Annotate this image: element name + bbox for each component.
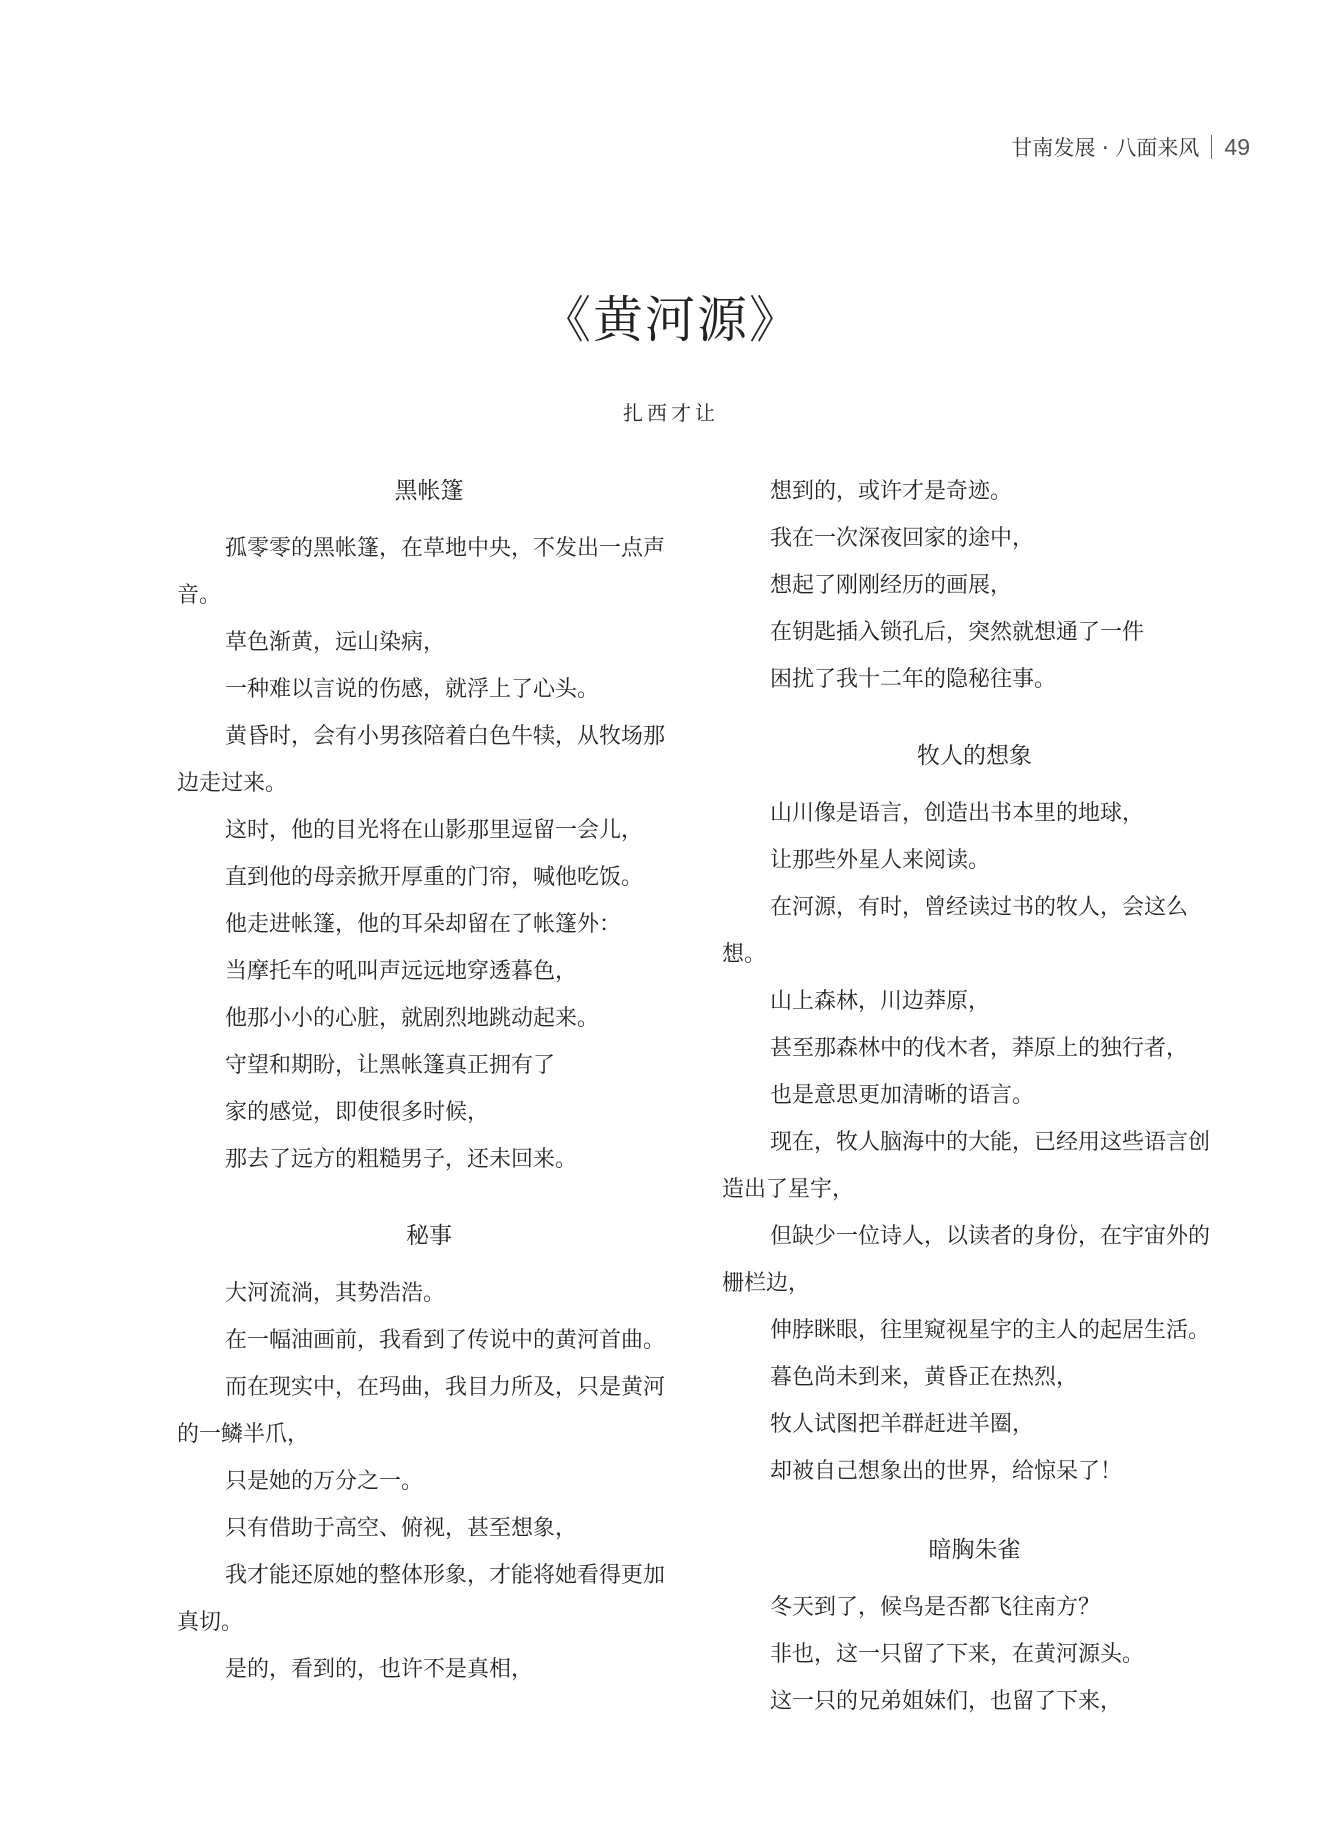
poem-line: 也是意思更加清晰的语言。	[770, 1083, 1035, 1108]
poem-line: 那去了远方的粗糙男子，还未回来。	[225, 1147, 578, 1172]
poem-line: 牧人试图把羊群赶进羊圈，	[770, 1412, 1035, 1437]
poem-line: 草色渐黄，远山染病，	[225, 630, 446, 655]
poem-line: 只有借助于高空、俯视，甚至想象，	[225, 1516, 578, 1541]
section-heading: 黑帐篷	[394, 478, 464, 504]
poem-line: 家的感觉，即使很多时候，	[225, 1100, 490, 1125]
poem-line: 我才能还原她的整体形象，才能将她看得更加真切。	[177, 1563, 666, 1635]
article-title: 《黄河源》	[541, 291, 801, 349]
poem-line: 是的，看到的，也许不是真相，	[225, 1657, 534, 1682]
section-heading: 牧人的想象	[917, 743, 1032, 769]
poem-line: 只是她的万分之一。	[225, 1469, 424, 1494]
poem-line: 现在，牧人脑海中的大能，已经用这些语言创造出了星宇，	[722, 1130, 1211, 1202]
poem-line: 他那小小的心脏，就剧烈地跳动起来。	[225, 1006, 600, 1031]
poem-line: 想起了刚刚经历的画展，	[770, 573, 1013, 598]
poem-line: 伸脖眯眼，往里窥视星宇的主人的起居生活。	[770, 1318, 1211, 1343]
poem-line: 黄昏时，会有小男孩陪着白色牛犊，从牧场那边走过来。	[177, 724, 666, 796]
poem-line: 暮色尚未到来，黄昏正在热烈，	[770, 1365, 1079, 1390]
poem-line: 困扰了我十二年的隐秘往事。	[770, 667, 1057, 692]
poem-line: 山上森林，川边莽原，	[770, 989, 991, 1014]
poem-line: 甚至那森林中的伐木者，莽原上的独行者，	[770, 1036, 1189, 1061]
poem-line: 冬天到了，候鸟是否都飞往南方？	[770, 1595, 1101, 1620]
running-header	[1011, 132, 1250, 162]
poem-line: 我在一次深夜回家的途中，	[770, 526, 1035, 551]
poem-line: 在钥匙插入锁孔后，突然就想通了一件	[770, 620, 1145, 645]
poem-line: 这一只的兄弟姐妹们，也留了下来，	[770, 1689, 1123, 1714]
right-column	[722, 468, 1227, 1725]
poem-line: 非也，这一只留了下来，在黄河源头。	[770, 1642, 1145, 1667]
poem-line: 但缺少一位诗人，以读者的身份，在宇宙外的栅栏边，	[722, 1224, 1211, 1296]
poem-line: 守望和期盼，让黑帐篷真正拥有了	[225, 1053, 556, 1078]
poem-line: 在一幅油画前，我看到了传说中的黄河首曲。	[225, 1328, 666, 1353]
running-title: 甘南发展 · 八面来风	[1011, 136, 1200, 160]
poem-line: 而在现实中，在玛曲，我目力所及，只是黄河的一鳞半爪，	[177, 1375, 666, 1447]
poem-line: 一种难以言说的伤感，就浮上了心头。	[225, 677, 600, 702]
poem-line: 在河源，有时，曾经读过书的牧人，会这么想。	[722, 895, 1189, 967]
poem-line: 这时，他的目光将在山影那里逗留一会儿，	[225, 818, 644, 843]
poem-line: 直到他的母亲掀开厚重的门帘，喊他吃饭。	[225, 865, 644, 890]
poem-line: 想到的，或许才是奇迹。	[770, 479, 1013, 504]
poem-line: 山川像是语言，创造出书本里的地球，	[770, 801, 1145, 826]
page-number: 49	[1224, 133, 1250, 160]
poem-line: 大河流淌，其势浩浩。	[225, 1281, 446, 1306]
header-divider	[1211, 135, 1212, 159]
section-heading: 秘事	[406, 1223, 452, 1249]
poem-line: 他走进帐篷，他的耳朵却留在了帐篷外：	[225, 912, 622, 937]
poem-line: 孤零零的黑帐篷，在草地中央，不发出一点声音。	[177, 536, 666, 608]
left-column	[177, 468, 681, 1693]
article-author: 扎西才让	[623, 401, 719, 425]
poem-line: 当摩托车的吼叫声远远地穿透暮色，	[225, 959, 578, 984]
section-heading: 暗胸朱雀	[928, 1537, 1021, 1563]
poem-line: 让那些外星人来阅读。	[770, 848, 991, 873]
poem-line: 却被自己想象出的世界，给惊呆了！	[770, 1459, 1123, 1484]
